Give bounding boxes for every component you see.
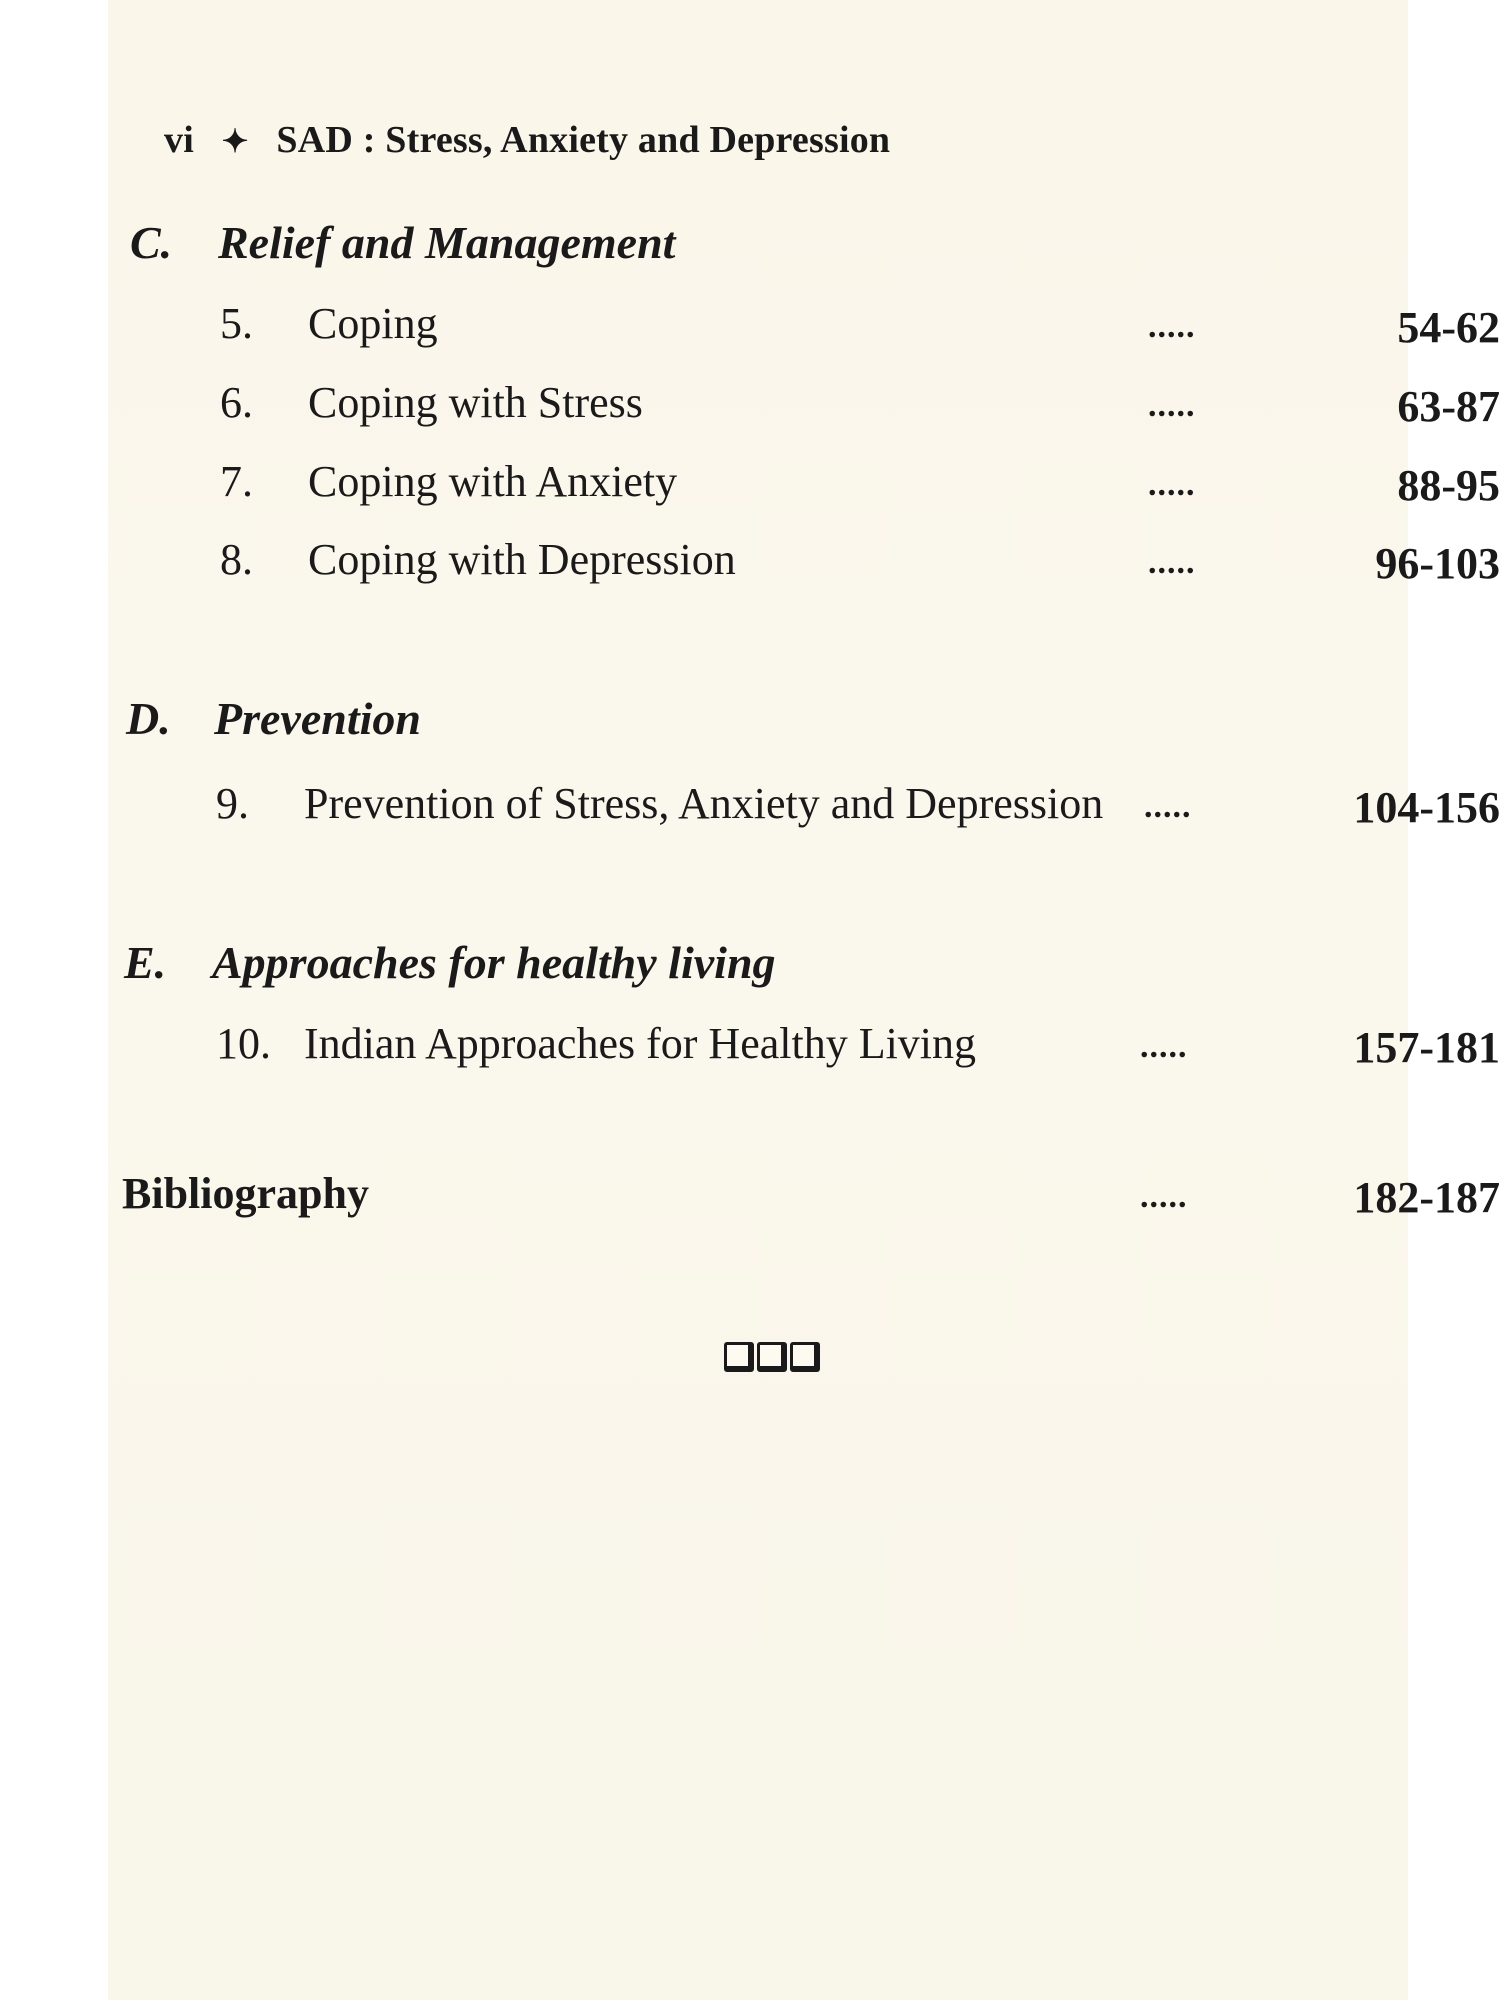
leader-dots: ..... bbox=[1144, 788, 1192, 825]
leader-dots: ..... bbox=[1148, 308, 1196, 345]
end-ornament-icon bbox=[724, 1342, 820, 1372]
chapter-title: Coping with Stress bbox=[308, 378, 643, 427]
chapter-number: 5. bbox=[220, 299, 253, 348]
box-icon bbox=[757, 1342, 787, 1372]
chapter-title: Coping with Anxiety bbox=[308, 457, 678, 506]
section-heading-e bbox=[124, 936, 776, 989]
separator-icon: ✦ bbox=[221, 123, 249, 159]
book-title: SAD : Stress, Anxiety and Depression bbox=[276, 119, 891, 161]
chapter-title: Coping with Depression bbox=[308, 535, 736, 584]
section-title: Prevention bbox=[214, 693, 421, 744]
page-range: 157-181 bbox=[1353, 1023, 1500, 1072]
running-head bbox=[164, 118, 890, 162]
leader-dots: ..... bbox=[1140, 1178, 1188, 1215]
section-letter: D. bbox=[126, 693, 171, 744]
chapter-number: 9. bbox=[216, 779, 249, 828]
page-range: 63-87 bbox=[1397, 382, 1500, 431]
chapter-number: 6. bbox=[220, 378, 253, 427]
leader-dots: ..... bbox=[1148, 466, 1196, 503]
chapter-number: 7. bbox=[220, 457, 253, 506]
bibliography-entry[interactable]: Bibliography bbox=[122, 1169, 369, 1218]
chapter-number: 10. bbox=[216, 1019, 271, 1068]
page-range: 96-103 bbox=[1375, 539, 1500, 588]
toc-entry-10[interactable] bbox=[216, 1018, 976, 1069]
page-range: 88-95 bbox=[1397, 461, 1500, 510]
toc-entry-6[interactable] bbox=[220, 377, 643, 428]
leader-dots: ..... bbox=[1148, 544, 1196, 581]
toc-entry-8[interactable] bbox=[220, 534, 736, 585]
section-title: Relief and Management bbox=[218, 217, 676, 268]
box-icon bbox=[790, 1342, 820, 1372]
leader-dots: ..... bbox=[1148, 387, 1196, 424]
chapter-title: Indian Approaches for Healthy Living bbox=[304, 1019, 977, 1068]
section-heading-c bbox=[130, 216, 675, 269]
chapter-number: 8. bbox=[220, 535, 253, 584]
toc-entry-7[interactable] bbox=[220, 456, 677, 507]
page-range: 182-187 bbox=[1353, 1173, 1500, 1222]
page-range: 54-62 bbox=[1397, 303, 1500, 352]
chapter-title: Coping bbox=[308, 299, 438, 348]
section-letter: E. bbox=[124, 937, 167, 988]
chapter-title: Prevention of Stress, Anxiety and Depression bbox=[304, 779, 1104, 828]
page-range: 104-156 bbox=[1353, 783, 1500, 832]
section-heading-d bbox=[126, 692, 421, 745]
section-title: Approaches for healthy living bbox=[212, 937, 776, 988]
leader-dots: ..... bbox=[1140, 1028, 1188, 1065]
section-letter: C. bbox=[130, 217, 173, 268]
folio: vi bbox=[164, 119, 194, 161]
toc-entry-9[interactable] bbox=[216, 778, 1103, 829]
box-icon bbox=[724, 1342, 754, 1372]
toc-entry-5[interactable] bbox=[220, 298, 438, 349]
